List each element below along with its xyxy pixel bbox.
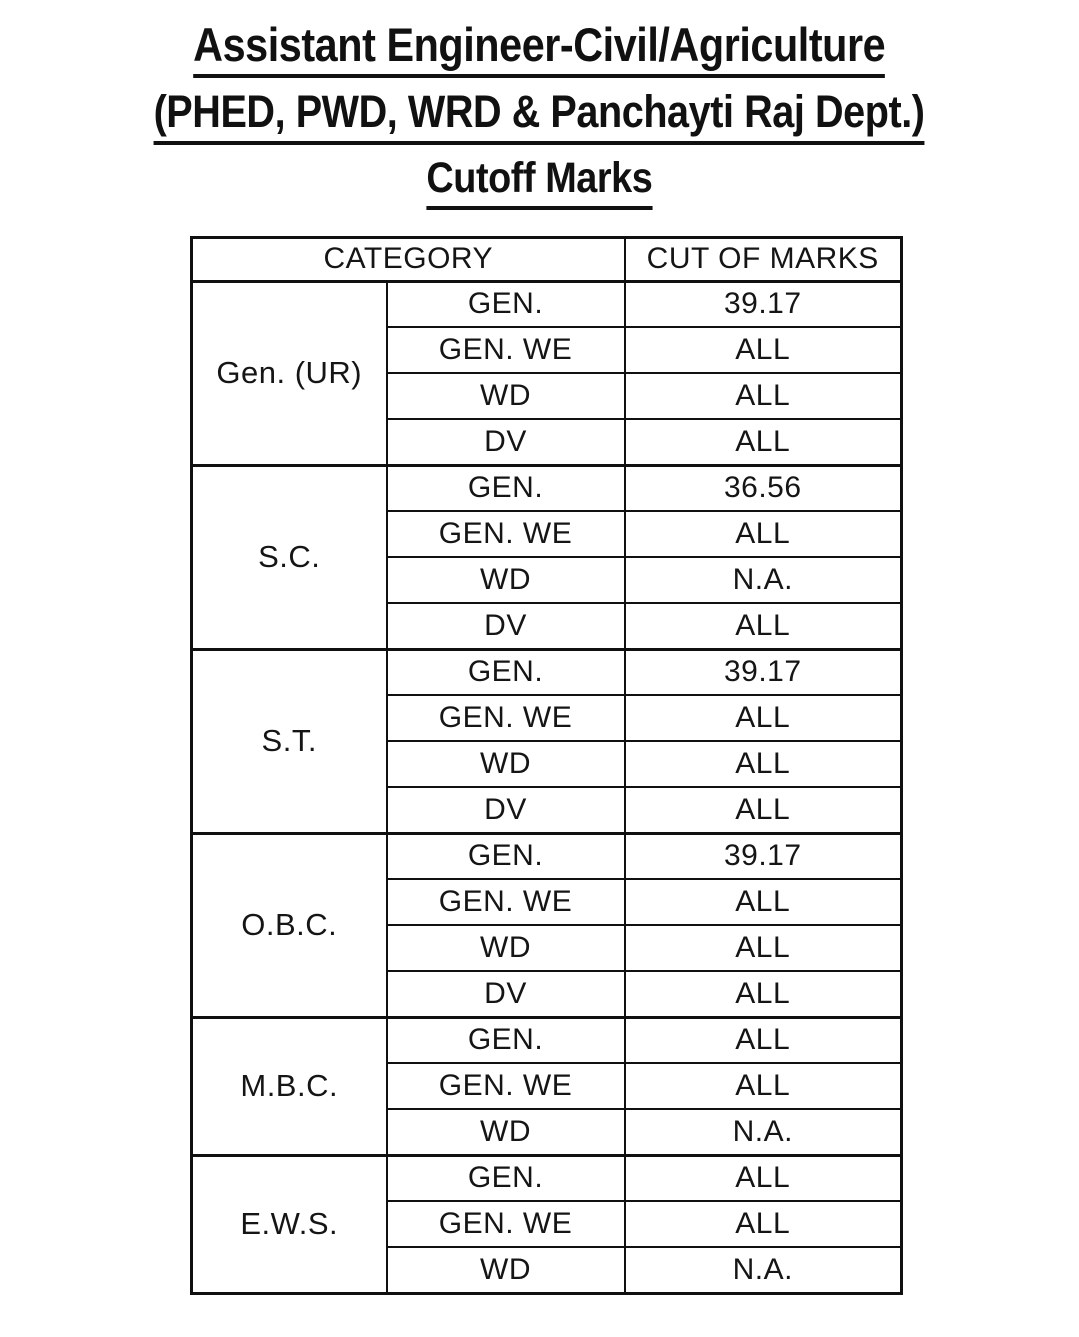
table-header-marks: CUT OF MARKS xyxy=(625,237,902,281)
marks-cell: ALL xyxy=(625,511,902,557)
marks-cell: ALL xyxy=(625,373,902,419)
subcategory-cell: GEN. xyxy=(387,281,625,327)
marks-cell: ALL xyxy=(625,879,902,925)
subcategory-cell: GEN. WE xyxy=(387,1063,625,1109)
subcategory-cell: GEN. WE xyxy=(387,511,625,557)
page-subtitle xyxy=(0,85,1079,145)
table-row xyxy=(192,281,902,327)
marks-cell: ALL xyxy=(625,1017,902,1063)
group-label-st: S.T. xyxy=(192,649,387,833)
subcategory-cell: GEN. WE xyxy=(387,327,625,373)
marks-cell: N.A. xyxy=(625,557,902,603)
group-label-ews: E.W.S. xyxy=(192,1155,387,1293)
subcategory-cell: WD xyxy=(387,1247,625,1293)
group-label-gen-ur: Gen. (UR) xyxy=(192,281,387,465)
table-header-row xyxy=(192,237,902,281)
marks-cell: ALL xyxy=(625,741,902,787)
marks-cell: ALL xyxy=(625,925,902,971)
subcategory-cell: WD xyxy=(387,557,625,603)
marks-cell: 39.17 xyxy=(625,649,902,695)
table-header-category: CATEGORY xyxy=(192,237,625,281)
marks-cell: ALL xyxy=(625,327,902,373)
table-row xyxy=(192,465,902,511)
cutoff-table xyxy=(190,236,903,1295)
group-label-mbc: M.B.C. xyxy=(192,1017,387,1155)
subcategory-cell: DV xyxy=(387,603,625,649)
page-heading xyxy=(0,152,1079,209)
subcategory-cell: GEN. xyxy=(387,465,625,511)
subcategory-cell: WD xyxy=(387,741,625,787)
page-title-text: Assistant Engineer-Civil/Agriculture xyxy=(193,16,885,78)
marks-cell: ALL xyxy=(625,419,902,465)
marks-cell: ALL xyxy=(625,1201,902,1247)
marks-cell: 39.17 xyxy=(625,833,902,879)
subcategory-cell: GEN. xyxy=(387,649,625,695)
marks-cell: ALL xyxy=(625,787,902,833)
subcategory-cell: WD xyxy=(387,373,625,419)
marks-cell: ALL xyxy=(625,1063,902,1109)
subcategory-cell: GEN. WE xyxy=(387,1201,625,1247)
subcategory-cell: DV xyxy=(387,787,625,833)
marks-cell: 36.56 xyxy=(625,465,902,511)
marks-cell: N.A. xyxy=(625,1109,902,1155)
group-label-sc: S.C. xyxy=(192,465,387,649)
marks-cell: ALL xyxy=(625,971,902,1017)
marks-cell: ALL xyxy=(625,603,902,649)
subcategory-cell: GEN. WE xyxy=(387,695,625,741)
page-title xyxy=(0,16,1079,78)
table-row xyxy=(192,1155,902,1201)
marks-cell: ALL xyxy=(625,1155,902,1201)
document-header xyxy=(0,0,1079,210)
group-label-obc: O.B.C. xyxy=(192,833,387,1017)
subcategory-cell: DV xyxy=(387,971,625,1017)
subcategory-cell: GEN. xyxy=(387,1155,625,1201)
marks-cell: 39.17 xyxy=(625,281,902,327)
subcategory-cell: DV xyxy=(387,419,625,465)
subcategory-cell: GEN. WE xyxy=(387,879,625,925)
marks-cell: ALL xyxy=(625,695,902,741)
table-row xyxy=(192,833,902,879)
subcategory-cell: GEN. xyxy=(387,1017,625,1063)
page-heading-text: Cutoff Marks xyxy=(427,152,653,209)
subcategory-cell: WD xyxy=(387,925,625,971)
page-subtitle-text: (PHED, PWD, WRD & Panchayti Raj Dept.) xyxy=(154,85,925,145)
subcategory-cell: GEN. xyxy=(387,833,625,879)
subcategory-cell: WD xyxy=(387,1109,625,1155)
table-row xyxy=(192,649,902,695)
marks-cell: N.A. xyxy=(625,1247,902,1293)
table-row xyxy=(192,1017,902,1063)
